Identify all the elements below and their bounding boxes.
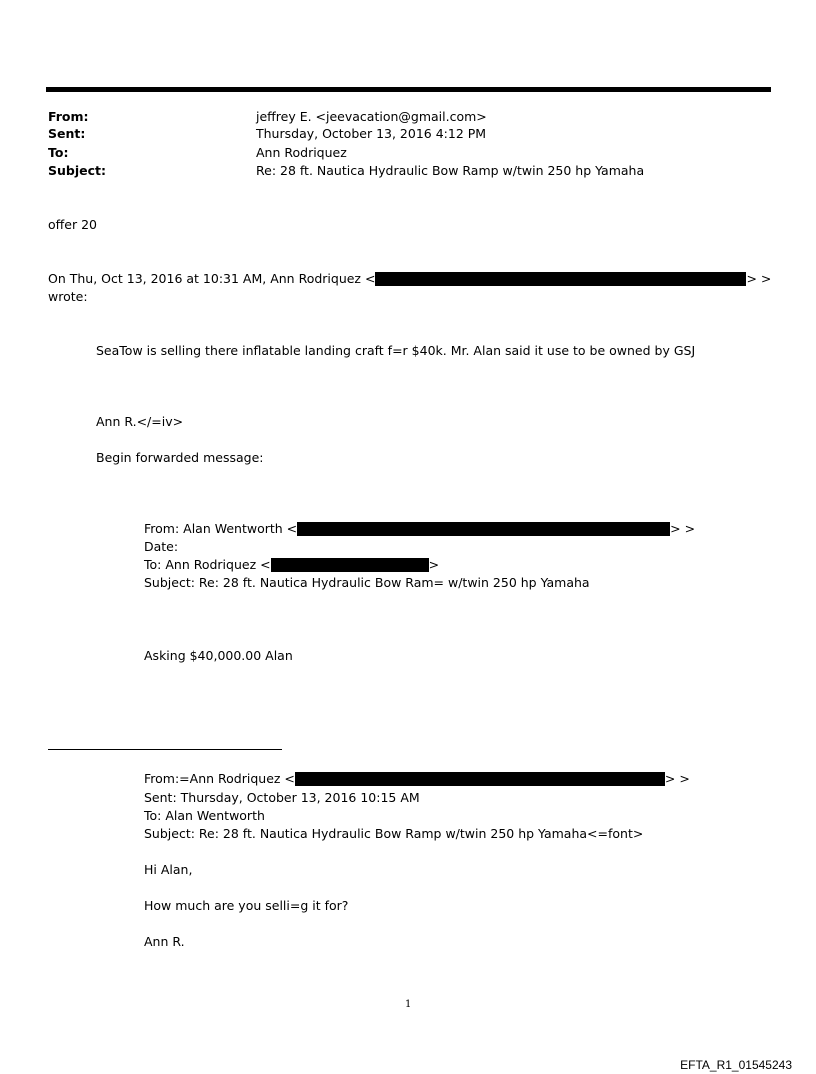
forwarded-to-start: To: Ann Rodriquez < xyxy=(144,557,271,572)
quote-intro-end: > > xyxy=(746,271,772,286)
redaction-block xyxy=(297,522,670,536)
reply-text: offer 20 xyxy=(48,217,97,232)
original-sent: Sent: Thursday, October 13, 2016 10:15 AM xyxy=(144,790,420,805)
to-value: Ann Rodriquez xyxy=(256,145,347,160)
subject-label: Subject: xyxy=(48,163,106,178)
forwarded-to-end: > xyxy=(428,557,440,572)
separator-rule xyxy=(48,749,282,750)
forwarded-to xyxy=(144,556,439,573)
forwarded-subject: Subject: Re: 28 ft. Nautica Hydraulic Bow Ram= w/twin 250 hp Yamaha xyxy=(144,575,590,590)
page-number: 1 xyxy=(405,999,412,1010)
subject-value: Re: 28 ft. Nautica Hydraulic Bow Ramp w/twin 250 hp Yamaha xyxy=(256,163,645,178)
forwarded-from xyxy=(144,520,695,537)
forwarded-from-end: > > xyxy=(670,521,696,536)
to-label: To: xyxy=(48,145,69,160)
original-greeting: Hi Alan, xyxy=(144,862,193,877)
asking-price: Asking $40,000.00 Alan xyxy=(144,648,293,663)
forwarded-from-start: From: Alan Wentworth < xyxy=(144,521,298,536)
from-label: From: xyxy=(48,109,89,124)
forwarded-date: Date: xyxy=(144,539,179,554)
begin-forwarded: Begin forwarded message: xyxy=(96,450,264,465)
original-to: To: Alan Wentworth xyxy=(144,808,265,823)
original-signature: Ann R. xyxy=(144,934,185,949)
sent-value: Thursday, October 13, 2016 4:12 PM xyxy=(256,126,487,141)
original-from-end: > > xyxy=(664,771,690,786)
original-from xyxy=(144,770,690,787)
original-subject: Subject: Re: 28 ft. Nautica Hydraulic Bow Ramp w/twin 250 hp Yamaha<=font> xyxy=(144,826,644,841)
redaction-block xyxy=(295,772,665,786)
quote-intro xyxy=(48,270,771,287)
header-top-rule xyxy=(46,87,771,92)
signature-ann: Ann R.</=iv> xyxy=(96,414,184,429)
quote-intro-start: On Thu, Oct 13, 2016 at 10:31 AM, Ann Rodriquez < xyxy=(48,271,376,286)
document-id: EFTA_R1_01545243 xyxy=(680,1058,792,1072)
seatow-message: SeaTow is selling there inflatable landing craft f=r $40k. Mr. Alan said it use to be owned by GSJ xyxy=(96,343,696,358)
quote-intro-wrote: wrote: xyxy=(48,289,88,304)
sent-label: Sent: xyxy=(48,126,86,141)
redaction-block xyxy=(271,558,429,572)
from-value: jeffrey E. <jeevacation@gmail.com> xyxy=(256,109,487,124)
original-question: How much are you selli=g it for? xyxy=(144,898,349,913)
redaction-block xyxy=(375,272,746,286)
original-from-start: From:=Ann Rodriquez < xyxy=(144,771,295,786)
